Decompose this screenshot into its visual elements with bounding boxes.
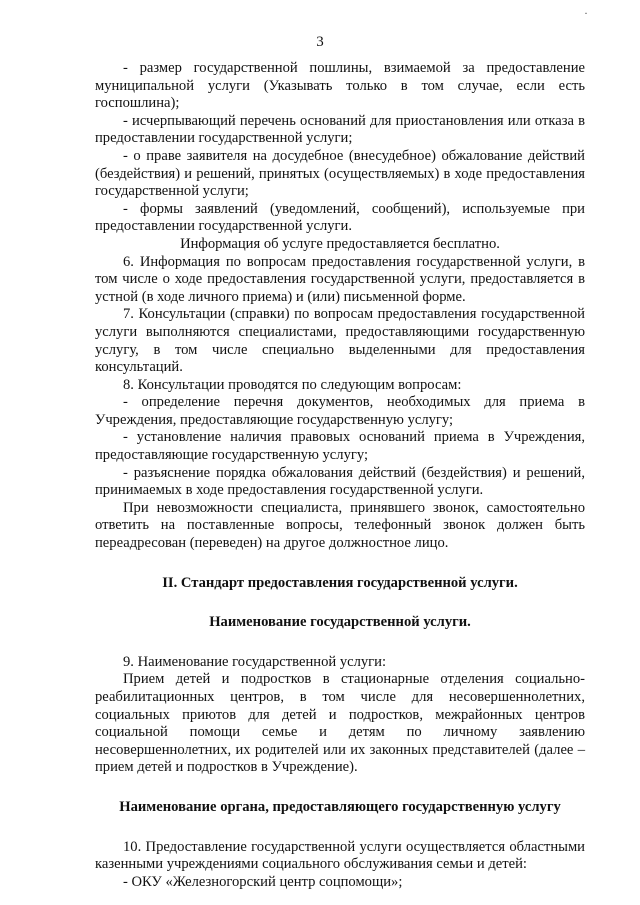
corner-mark: · (584, 6, 588, 20)
paragraph-call-redirect: При невозможности специалиста, принявшего звонок, самостоятельно ответить на поставленные вопросы, телефонный звонок должен быть переадресован (переведен) на другое должностное лицо. (95, 499, 585, 552)
paragraph-service-description: Прием детей и подростков в стационарные отделения социально-реабилитационных центров, в том числе для несовершеннолетних, социальных приютов для детей и подростков, межрайонных центров социальной помощи семье и детям по личному заявлению несовершеннолетних, их родителей или их законных представителей (далее – прием детей и подростков в Учреждение). (95, 671, 585, 776)
paragraph-refusal-grounds: - исчерпывающий перечень оснований для приостановления или отказа в предоставлении государственной услуги; (95, 112, 585, 147)
paragraph-item-7: 7. Консультации (справки) по вопросам предоставления государственной услуги выполняются специалистами, предоставляющими государственную услугу, в том числе специально выделенными для предоставления консультаций. (95, 306, 585, 376)
paragraph-application-forms: - формы заявлений (уведомлений, сообщений), используемые при предоставлении государственной услуги. (95, 200, 585, 235)
paragraph-item-6: 6. Информация по вопросам предоставления государственной услуги, в том числе о ходе предоставления государственной услуги, предоставляется в устной (в ходе личного приема) и (или) письменной форме. (95, 253, 585, 305)
paragraph-item-8: 8. Консультации проводятся по следующим вопросам: (123, 376, 462, 393)
paragraph-state-fee: - размер государственной пошлины, взимаемой за предоставление муниципальной услуги (Указывать только в том случае, если есть госпошлина); (95, 60, 585, 112)
subheading-service-name: Наименование государственной услуги. (209, 614, 471, 631)
subheading-authority-name: Наименование органа, предоставляющего государственную услугу (119, 798, 561, 815)
paragraph-legal-grounds: - установление наличия правовых оснований приема в Учреждения, предоставляющие государственную услугу; (95, 429, 585, 464)
section-heading-standard: II. Стандарт предоставления государственной услуги. (162, 574, 518, 591)
paragraph-documents-list: - определение перечня документов, необходимых для приема в Учреждения, предоставляющие государственную услугу; (95, 394, 585, 428)
page-number: 3 (316, 34, 324, 50)
paragraph-free-info: Информация об услуге предоставляется бесплатно. (180, 235, 500, 252)
paragraph-appeal-procedure: - разъяснение порядка обжалования действий (бездействия) и решений, принимаемых в ходе предоставления государственной услуги. (95, 464, 585, 499)
document-body (95, 60, 585, 891)
paragraph-oku-zheleznogorsk: - ОКУ «Железногорский центр соцпомощи»; (123, 873, 403, 890)
paragraph-item-9: 9. Наименование государственной услуги: (123, 653, 387, 670)
paragraph-item-10: 10. Предоставление государственной услуги осуществляется областными казенными учреждениями социального обслуживания семьи и детей: (95, 838, 585, 873)
paragraph-appeal-right: - о праве заявителя на досудебное (внесудебное) обжалование действий (бездействия) и решений, принятых (осуществляемых) в ходе предоставления государственной услуги; (95, 147, 585, 200)
